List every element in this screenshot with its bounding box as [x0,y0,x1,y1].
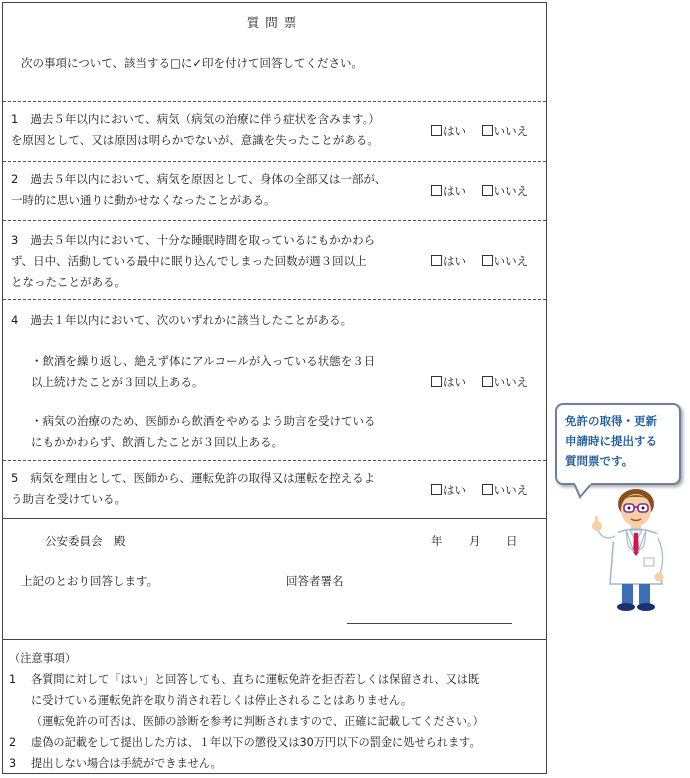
question-1: 1 過去５年以内において、病気（病気の治療に伴う症状を含みます。） を原因として、又は原因は明らかでないが、意識を失ったことがある。 [11,112,380,147]
divider [3,161,546,162]
section-divider [3,639,546,640]
question-3: 3 過去５年以内において、十分な睡眠時間を取っているにもかかわら ず、日中、活動している最中に眠り込んでしまった回数が週３回以上 となったことがある。 [11,233,376,289]
signature-line[interactable] [347,623,512,624]
form-intro: 次の事項について、該当する□に✓印を付けて回答してください。 [21,56,364,70]
question-4-item-2: ・病気の治療のため、医師から飲酒をやめるよう助言を受けている にもかかわらず、飲酒したことが３回以上ある。 [31,414,376,449]
note-1-extra: （運転免許の可否は、医師の診断を参考に判断されますので、正確に記載してください。） [31,715,484,728]
checkbox-icon [431,185,442,196]
checkbox-icon [431,484,442,495]
no-checkbox-q5[interactable]: いいえ [482,482,529,498]
answer-q2 [431,183,528,199]
no-checkbox-q3[interactable]: いいえ [482,253,529,269]
no-checkbox-q1[interactable]: いいえ [482,123,529,139]
notes-heading: （注意事項） [9,652,77,665]
no-checkbox-q4[interactable]: いいえ [482,374,529,390]
yes-checkbox-q2[interactable]: はい [431,183,466,199]
answer-q1 [431,123,528,139]
divider [3,220,546,221]
date-year: 年 [431,534,443,548]
checkbox-icon [482,125,493,136]
question-2: 2 過去５年以内において、病気を原因として、身体の全部又は一部が、 一時的に思い通りに動かせなくなったことがある。 [11,172,387,207]
yes-checkbox-q4[interactable]: はい [431,374,466,390]
note-3: 3 提出しない場合は手続ができません。 [9,757,222,770]
checkbox-icon [431,125,442,136]
date-month: 月 [469,534,481,548]
section-divider [3,518,546,519]
declaration: 上記のとおり回答します。 [21,574,159,588]
checkbox-icon [482,484,493,495]
question-5: 5 病気を理由として、医師から、運転免許の取得又は運転を控えるよ う助言を受けている。 [11,471,376,506]
answer-q3 [431,253,528,269]
yes-checkbox-q1[interactable]: はい [431,123,466,139]
notes-section [9,648,539,774]
callout-bubble: 免許の取得・更新 申請時に提出する 質問票です。 [555,403,681,485]
checkbox-icon [482,185,493,196]
question-4: 4 過去１年以内において、次のいずれかに該当したことがある。 [11,313,353,327]
committee-addressee: 公安委員会 殿 [45,534,126,548]
questionnaire-form [2,2,547,774]
doctor-icon [588,486,683,616]
form-title: 質問票 [246,15,303,30]
checkbox-icon [431,376,442,387]
divider [3,101,546,102]
no-checkbox-q2[interactable]: いいえ [482,183,529,199]
note-1-continued: に受けている運転免許を取り消され若しくは停止されることはありません。 [31,694,413,707]
signature-label: 回答者署名 [286,574,344,588]
answer-q4 [431,374,528,390]
note-1: 1 各質問に対して「はい」と回答しても、直ちに運転免許を拒否若しくは保留され、又は既 [9,673,480,686]
checkbox-icon [482,255,493,266]
question-4-item-1: ・飲酒を繰り返し、絶えず体にアルコールが入っている状態を３日 以上続けたことが３回以上ある。 [31,354,376,389]
checkbox-icon [482,376,493,387]
yes-checkbox-q3[interactable]: はい [431,253,466,269]
answer-q5 [431,482,528,498]
divider [3,299,546,300]
date-day: 日 [506,534,518,548]
divider [3,460,546,461]
checkbox-icon [431,255,442,266]
note-2: 2 虚偽の記載をして提出した方は、１年以下の懲役又は30万円以下の罰金に処せられます。 [9,736,481,749]
yes-checkbox-q5[interactable]: はい [431,482,466,498]
